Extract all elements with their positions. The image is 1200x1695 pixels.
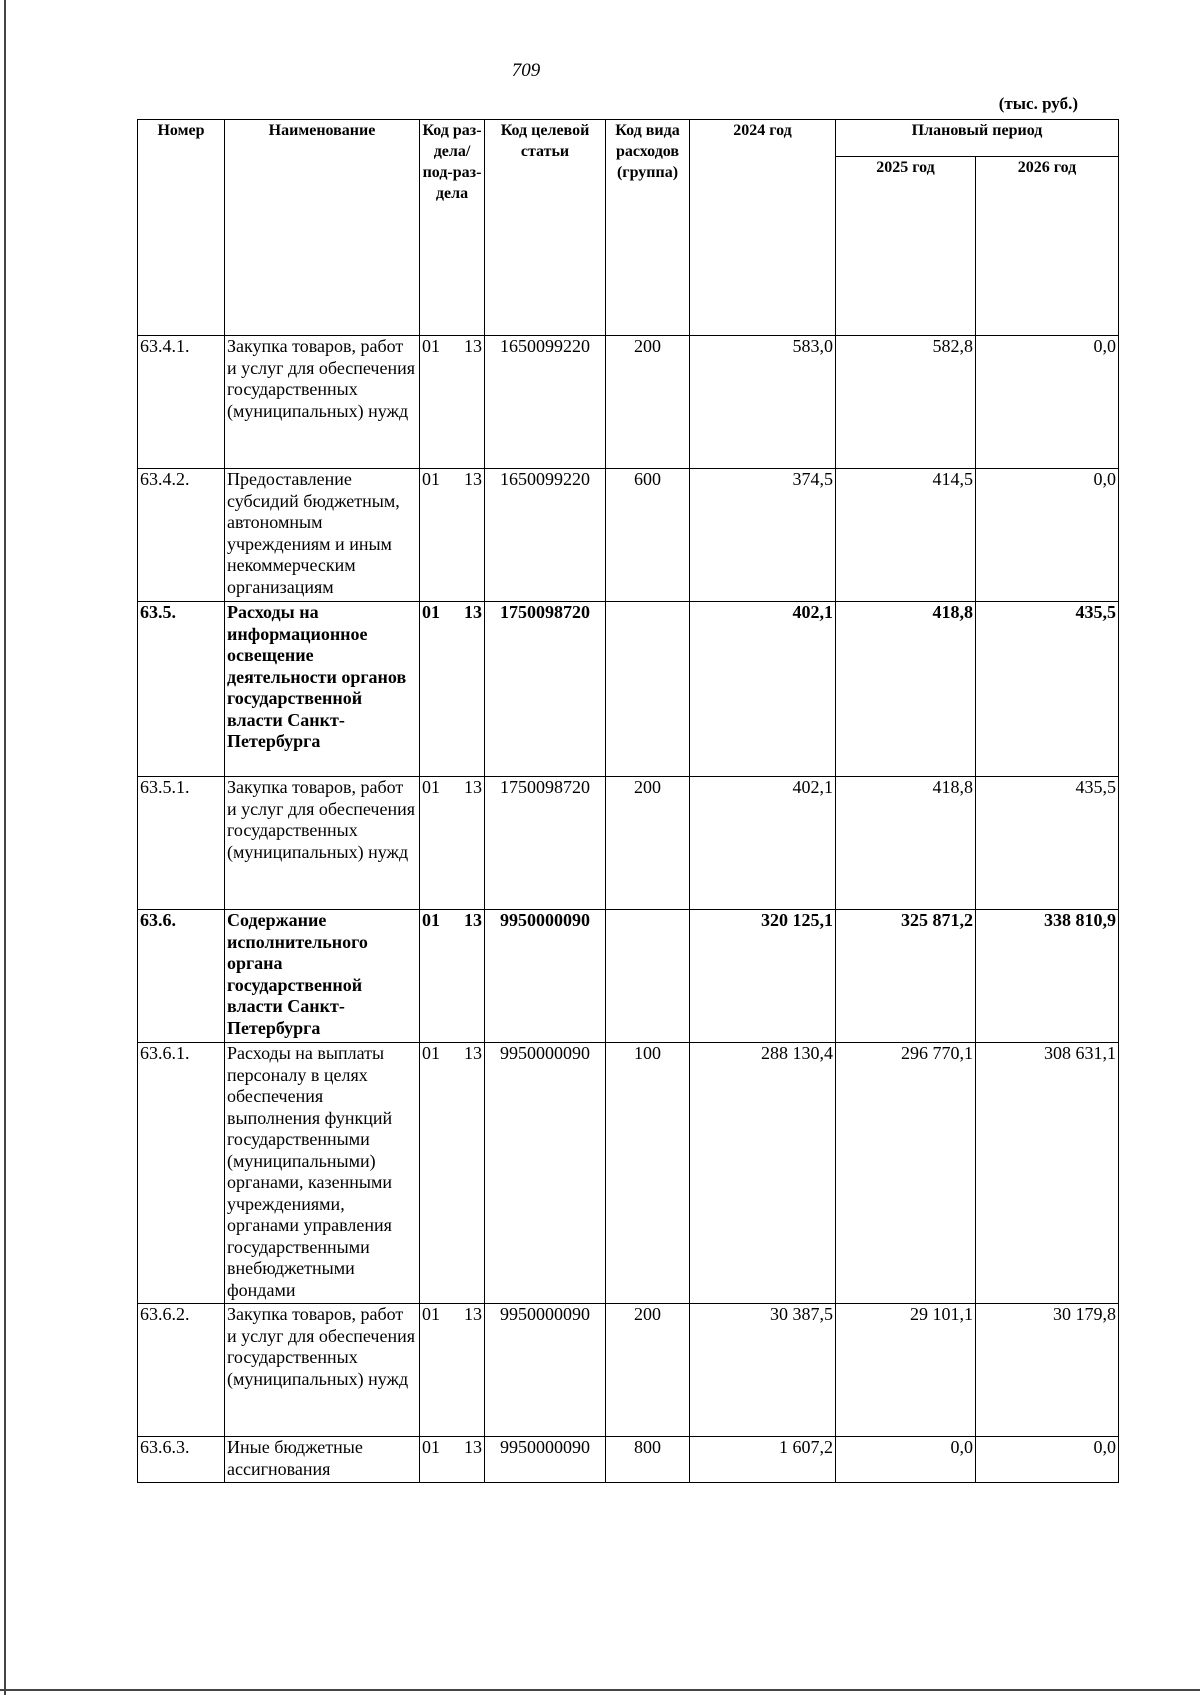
row-razdel: [420, 910, 485, 1043]
header-row-1: [138, 120, 1119, 157]
row-expense-type: 200: [606, 336, 690, 469]
row-target-code: 1650099220: [485, 469, 606, 602]
row-razdel: [420, 469, 485, 602]
podrazdel-code: 13: [464, 336, 482, 356]
podrazdel-code: 13: [464, 602, 482, 622]
table-row: [138, 602, 1119, 777]
razdel-code: 01: [422, 469, 440, 489]
row-name: Иные бюджетные ассигнования: [225, 1437, 420, 1483]
razdel-code: 01: [422, 777, 440, 797]
row-amount-2025: 29 101,1: [836, 1304, 976, 1437]
header-target-code: Код целевой статьи: [485, 120, 606, 336]
row-name: Закупка товаров, работ и услуг для обеспечения государственных (муниципальных) нужд: [225, 777, 420, 910]
page-number: 709: [511, 60, 541, 81]
razdel-code: 01: [422, 602, 440, 622]
table-row: [138, 910, 1119, 1043]
table-row: [138, 469, 1119, 602]
row-number: 63.6.1.: [138, 1043, 225, 1304]
row-number: 63.6.: [138, 910, 225, 1043]
header-expense-type: Код вида расходов (группа): [606, 120, 690, 336]
row-name: Расходы на информационное освещение деятельности органов государственной власти Санкт-Петербурга: [225, 602, 420, 777]
row-amount-2024: 402,1: [690, 777, 836, 910]
row-expense-type: [606, 910, 690, 1043]
row-amount-2025: 418,8: [836, 602, 976, 777]
row-amount-2026: 435,5: [976, 777, 1119, 910]
units-label: (тыс. руб.): [998, 94, 1078, 113]
row-amount-2025: 414,5: [836, 469, 976, 602]
table-row: [138, 1437, 1119, 1483]
podrazdel-code: 13: [464, 1437, 482, 1457]
row-target-code: 1750098720: [485, 777, 606, 910]
row-razdel: [420, 777, 485, 910]
table-row: [138, 1043, 1119, 1304]
row-target-code: 9950000090: [485, 1043, 606, 1304]
header-year-2025: 2025 год: [836, 157, 976, 336]
row-amount-2026: 308 631,1: [976, 1043, 1119, 1304]
row-expense-type: [606, 602, 690, 777]
header-num: Номер: [138, 120, 225, 336]
row-target-code: 9950000090: [485, 910, 606, 1043]
table-row: [138, 336, 1119, 469]
row-number: 63.6.2.: [138, 1304, 225, 1437]
row-amount-2026: 435,5: [976, 602, 1119, 777]
row-expense-type: 200: [606, 1304, 690, 1437]
row-name: Содержание исполнительного органа государственной власти Санкт-Петербурга: [225, 910, 420, 1043]
podrazdel-code: 13: [464, 469, 482, 489]
row-amount-2024: 30 387,5: [690, 1304, 836, 1437]
row-name: Закупка товаров, работ и услуг для обеспечения государственных (муниципальных) нужд: [225, 1304, 420, 1437]
row-amount-2025: 582,8: [836, 336, 976, 469]
row-amount-2025: 0,0: [836, 1437, 976, 1483]
row-razdel: [420, 1437, 485, 1483]
table-body: [138, 336, 1119, 1483]
table-row: [138, 1304, 1119, 1437]
header-razdel: Код раз-дела/ под-раз-дела: [420, 120, 485, 336]
row-number: 63.5.1.: [138, 777, 225, 910]
budget-table: [137, 119, 1119, 1483]
row-number: 63.6.3.: [138, 1437, 225, 1483]
razdel-code: 01: [422, 1437, 440, 1457]
row-name: Закупка товаров, работ и услуг для обеспечения государственных (муниципальных) нужд: [225, 336, 420, 469]
row-razdel: [420, 336, 485, 469]
row-expense-type: 600: [606, 469, 690, 602]
row-razdel: [420, 1043, 485, 1304]
row-amount-2026: 30 179,8: [976, 1304, 1119, 1437]
row-target-code: 9950000090: [485, 1437, 606, 1483]
row-number: 63.5.: [138, 602, 225, 777]
row-number: 63.4.1.: [138, 336, 225, 469]
header-plan-period: Плановый период: [836, 120, 1119, 157]
row-target-code: 9950000090: [485, 1304, 606, 1437]
row-expense-type: 200: [606, 777, 690, 910]
row-amount-2026: 338 810,9: [976, 910, 1119, 1043]
row-amount-2024: 402,1: [690, 602, 836, 777]
row-amount-2024: 1 607,2: [690, 1437, 836, 1483]
razdel-code: 01: [422, 1304, 440, 1324]
razdel-code: 01: [422, 336, 440, 356]
header-year-2024: 2024 год: [690, 120, 836, 336]
row-amount-2024: 320 125,1: [690, 910, 836, 1043]
podrazdel-code: 13: [464, 1043, 482, 1063]
row-amount-2025: 296 770,1: [836, 1043, 976, 1304]
row-name: Предоставление субсидий бюджетным, автономным учреждениям и иным некоммерческим организациям: [225, 469, 420, 602]
row-target-code: 1750098720: [485, 602, 606, 777]
row-name: Расходы на выплаты персоналу в целях обеспечения выполнения функций государственными (муниципальными) органами, казенными учреждениями, органами управления государственными внебюджетными фондами: [225, 1043, 420, 1304]
row-razdel: [420, 602, 485, 777]
row-amount-2026: 0,0: [976, 336, 1119, 469]
row-amount-2025: 418,8: [836, 777, 976, 910]
row-razdel: [420, 1304, 485, 1437]
row-amount-2026: 0,0: [976, 469, 1119, 602]
row-expense-type: 800: [606, 1437, 690, 1483]
header-name: Наименование: [225, 120, 420, 336]
razdel-code: 01: [422, 1043, 440, 1063]
scan-border-left: [4, 0, 6, 1695]
header-year-2026: 2026 год: [976, 157, 1119, 336]
razdel-code: 01: [422, 910, 440, 930]
podrazdel-code: 13: [464, 910, 482, 930]
row-number: 63.4.2.: [138, 469, 225, 602]
row-amount-2026: 0,0: [976, 1437, 1119, 1483]
scan-border-bottom: [0, 1689, 1200, 1691]
podrazdel-code: 13: [464, 1304, 482, 1324]
podrazdel-code: 13: [464, 777, 482, 797]
row-target-code: 1650099220: [485, 336, 606, 469]
row-expense-type: 100: [606, 1043, 690, 1304]
table-row: [138, 777, 1119, 910]
row-amount-2025: 325 871,2: [836, 910, 976, 1043]
row-amount-2024: 288 130,4: [690, 1043, 836, 1304]
row-amount-2024: 374,5: [690, 469, 836, 602]
row-amount-2024: 583,0: [690, 336, 836, 469]
